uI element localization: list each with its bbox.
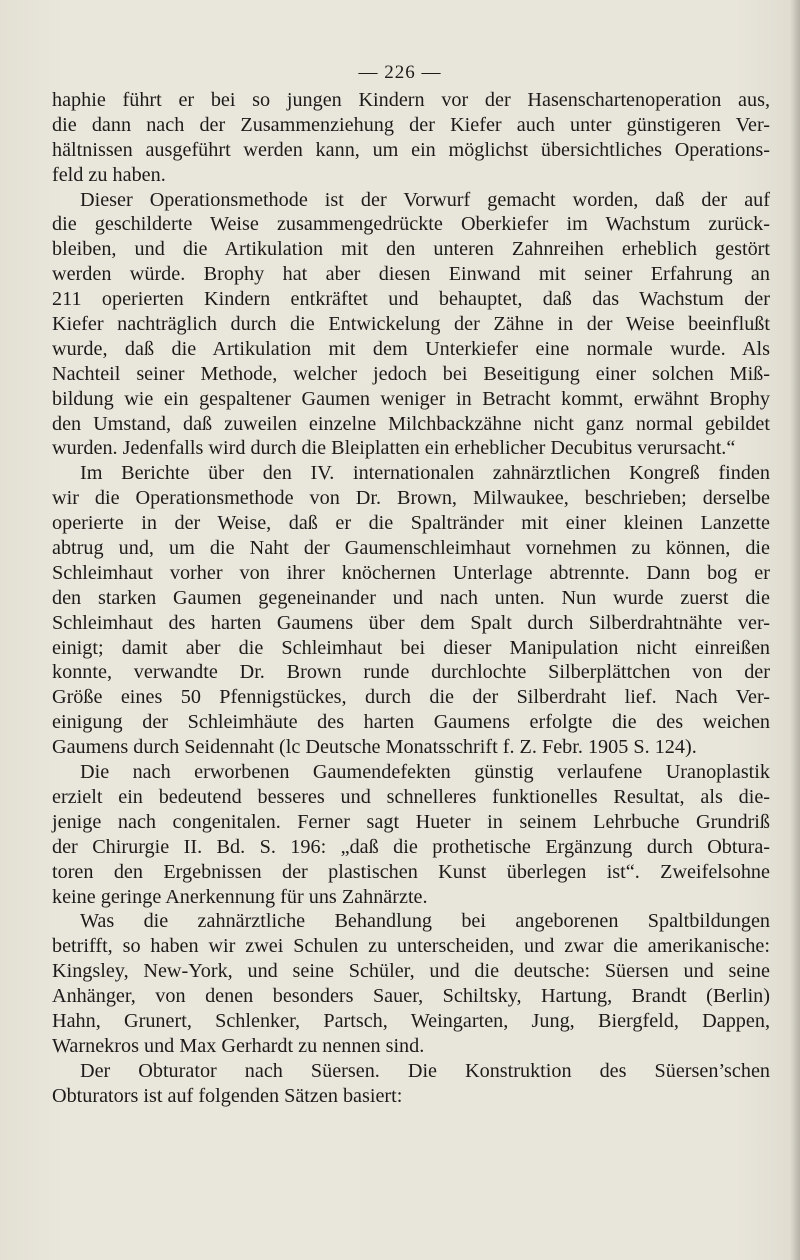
text-line: Nachteil seiner Methode, welcher jedoch bei Beseitigung einer solchen Miß- <box>52 362 770 385</box>
text-line: Die nach erworbenen Gaumendefekten günstig verlaufene Uranoplastik <box>80 761 770 784</box>
text-line: Schleimhaut vorher von ihrer knöchernen Unterlage abtrennte. Dann bog er <box>52 561 770 584</box>
text-line: Schleimhaut des harten Gaumens über dem Spalt durch Silberdrahtnähte ver- <box>52 611 770 634</box>
text-line: 211 operierten Kindern entkräftet und behauptet, daß das Wachstum der <box>52 288 770 311</box>
text-line: Hahn, Grunert, Schlenker, Partsch, Weingarten, Jung, Biergfeld, Dappen, <box>52 1009 770 1032</box>
text-line: den Umstand, daß zuweilen einzelne Milchbackzähne nicht ganz normal gebildet <box>52 412 770 435</box>
text-line: wurden. Jedenfalls wird durch die Bleiplatten ein erheblicher Decubitus verursacht.“ <box>52 437 736 460</box>
text-line: Gaumens durch Seidennaht (lc Deutsche Monatsschrift f. Z. Febr. 1905 S. 124). <box>52 736 697 759</box>
page-edge-shadow <box>790 0 800 1260</box>
text-line: einigung der Schleimhäute des harten Gaumens erfolgte die des weichen <box>52 711 770 734</box>
text-line: die geschilderte Weise zusammengedrückte Oberkiefer im Wachstum zurück- <box>52 213 770 236</box>
text-line: Der Obturator nach Süersen. Die Konstruktion des Süersen’schen <box>80 1059 770 1082</box>
text-line: Kingsley, New-York, und seine Schüler, und die deutsche: Süersen und seine <box>52 960 770 983</box>
body-text <box>52 88 770 1109</box>
text-line: konnte, verwandte Dr. Brown runde durchlochte Silberplättchen von der <box>52 661 770 684</box>
text-line: feld zu haben. <box>52 163 166 186</box>
text-line: Obturators ist auf folgenden Sätzen basiert: <box>52 1084 403 1107</box>
text-line: der Chirurgie II. Bd. S. 196: „daß die prothetische Ergänzung durch Obtura- <box>52 835 770 858</box>
text-line: operierte in der Weise, daß er die Spaltränder mit einer kleinen Lanzette <box>52 512 770 535</box>
text-line: wurde, daß die Artikulation mit dem Unterkiefer eine normale wurde. Als <box>52 337 770 360</box>
text-line: toren den Ergebnissen der plastischen Kunst überlegen ist“. Zweifelsohne <box>52 860 770 883</box>
text-line: einigt; damit aber die Schleimhaut bei dieser Manipulation nicht einreißen <box>52 636 770 659</box>
text-line: werden würde. Brophy hat aber diesen Einwand mit seiner Erfahrung an <box>52 263 770 286</box>
text-line: wir die Operationsmethode von Dr. Brown, Milwaukee, beschrieben; derselbe <box>52 487 770 510</box>
text-line: Dieser Operationsmethode ist der Vorwurf gemacht worden, daß der auf <box>80 188 770 211</box>
text-line: die dann nach der Zusammenziehung der Kiefer auch unter günstigeren Ver- <box>52 113 770 136</box>
text-line: bleiben, und die Artikulation mit den unteren Zahnreihen erheblich gestört <box>52 238 770 261</box>
text-line: Anhänger, von denen besonders Sauer, Schiltsky, Hartung, Brandt (Berlin) <box>52 985 770 1008</box>
text-line: erzielt ein bedeutend besseres und schnelleres funktionelles Resultat, als die- <box>52 785 770 808</box>
text-line: keine geringe Anerkennung für uns Zahnärzte. <box>52 885 428 908</box>
text-line: Größe eines 50 Pfennigstückes, durch die der Silberdraht lief. Nach Ver- <box>52 686 770 709</box>
text-line: haphie führt er bei so jungen Kindern vor der Hasenschartenoperation aus, <box>52 89 770 111</box>
text-line: den starken Gaumen gegeneinander und nach unten. Nun wurde zuerst die <box>52 586 770 609</box>
text-line: hältnissen ausgeführt werden kann, um ein möglichst übersichtliches Operations- <box>52 138 770 161</box>
page-number: — 226 — <box>358 62 442 83</box>
text-line: Warnekros und Max Gerhardt zu nennen sind. <box>52 1034 425 1057</box>
text-line: Kiefer nachträglich durch die Entwickelung der Zähne in der Weise beeinflußt <box>52 313 770 336</box>
text-line: Im Berichte über den IV. internationalen zahnärztlichen Kongreß finden <box>80 462 770 485</box>
text-line: Was die zahnärztliche Behandlung bei angeborenen Spaltbildungen <box>80 910 770 933</box>
text-line: abtrug und, um die Naht der Gaumenschleimhaut vornehmen zu können, die <box>52 537 770 560</box>
text-line: betrifft, so haben wir zwei Schulen zu unterscheiden, und zwar die amerikanische: <box>52 935 770 958</box>
text-line: bildung wie ein gespaltener Gaumen weniger in Betracht kommt, erwähnt Brophy <box>52 387 770 410</box>
text-line: jenige nach congenitalen. Ferner sagt Hueter in seinem Lehrbuche Grundriß <box>52 810 770 833</box>
